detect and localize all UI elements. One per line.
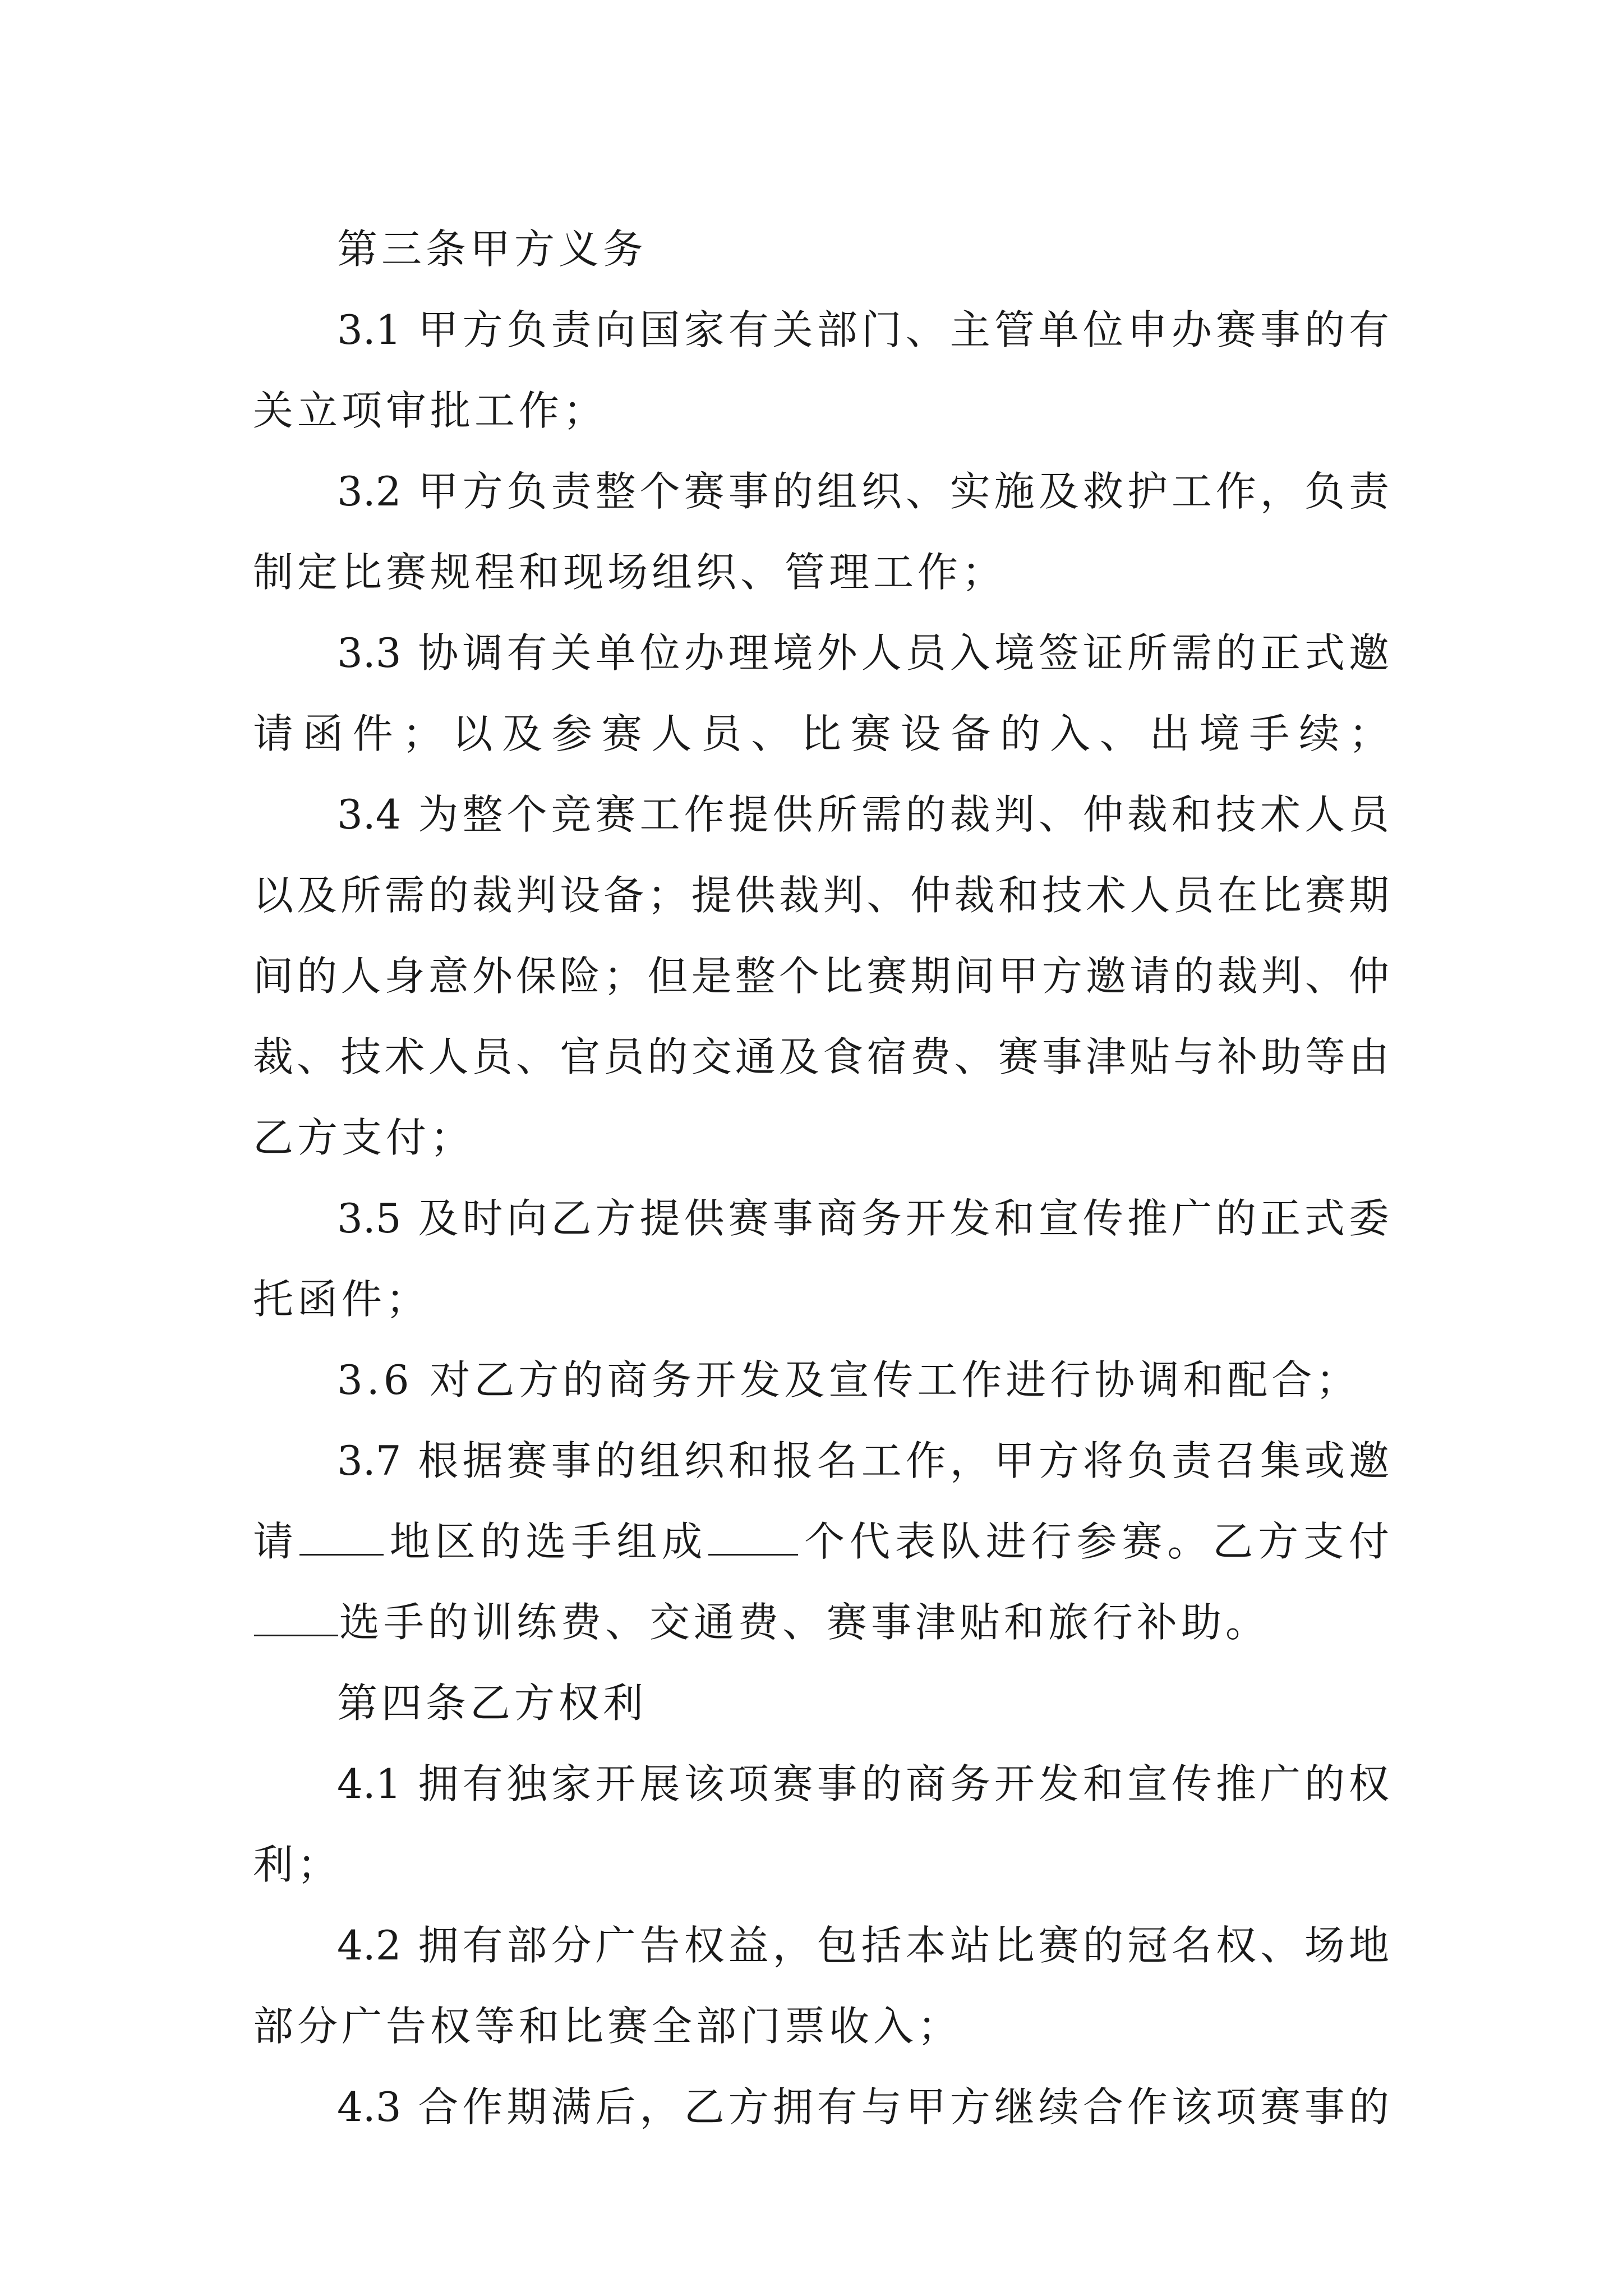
article-3-heading: 第三条甲方义务 (337, 226, 648, 273)
clause-4-2-line-1: 4.2 拥有部分广告权益，包括本站比赛的冠名权、场地 (337, 1922, 1389, 1969)
clause-4-1-line-1: 4.1 拥有独家开展该项赛事的商务开发和宣传推广的权 (337, 1760, 1389, 1807)
clause-3-7-line-3 (253, 1582, 1389, 1663)
fill-blank-region (299, 1518, 384, 1556)
document-body (253, 209, 1389, 2147)
fill-blank-team-count (708, 1518, 798, 1556)
clause-3-4-line-5: 乙方支付； (253, 1114, 475, 1161)
clause-3-4-line-2: 以及所需的裁判设备；提供裁判、仲裁和技术人员在比赛期 (253, 872, 1389, 919)
clause-3-2-line-2: 制定比赛规程和现场组织、管理工作； (253, 549, 1007, 596)
clause-4-2-line-2: 部分广告权等和比赛全部门票收入； (253, 2003, 962, 2050)
clause-3-2-line-1: 3.2 甲方负责整个赛事的组织、实施及救护工作，负责 (337, 468, 1389, 515)
clause-3-3-line-2: 请函件；以及参赛人员、比赛设备的入、出境手续； (253, 710, 1389, 757)
fill-blank-athletes (254, 1599, 338, 1636)
clause-3-7-line-1: 3.7 根据赛事的组织和报名工作，甲方将负责召集或邀 (337, 1437, 1389, 1484)
clause-3-7-line-2-text-c: 个代表队进行参赛。乙方支付 (799, 1518, 1389, 1565)
clause-4-3-line-1: 4.3 合作期满后，乙方拥有与甲方继续合作该项赛事的 (337, 2083, 1389, 2131)
clause-3-7-line-2 (253, 1501, 1389, 1582)
clause-4-1-line-2: 利； (253, 1841, 342, 1888)
article-4-heading: 第四条乙方权利 (337, 1680, 648, 1727)
clause-3-6-line-1: 3.6 对乙方的商务开发及宣传工作进行协调和配合； (337, 1356, 1361, 1404)
clause-3-7-line-2-text-a: 请 (253, 1518, 298, 1565)
clause-3-1-line-2: 关立项审批工作； (253, 387, 608, 434)
clause-3-1-line-1: 3.1 甲方负责向国家有关部门、主管单位申办赛事的有 (337, 306, 1389, 353)
clause-3-7-line-2-text-b: 地区的选手组成 (384, 1518, 708, 1565)
clause-3-4-line-3: 间的人身意外保险；但是整个比赛期间甲方邀请的裁判、仲 (253, 953, 1389, 1000)
clause-3-4-line-1: 3.4 为整个竞赛工作提供所需的裁判、仲裁和技术人员 (337, 791, 1389, 838)
clause-3-7-line-3-text: 选手的训练费、交通费、赛事津贴和旅行补助。 (339, 1599, 1270, 1646)
clause-3-5-line-1: 3.5 及时向乙方提供赛事商务开发和宣传推广的正式委 (337, 1195, 1389, 1242)
clause-3-3-line-1: 3.3 协调有关单位办理境外人员入境签证所需的正式邀 (337, 629, 1389, 677)
clause-3-5-line-2: 托函件； (253, 1276, 431, 1323)
clause-3-4-line-4: 裁、技术人员、官员的交通及食宿费、赛事津贴与补助等由 (253, 1033, 1389, 1080)
